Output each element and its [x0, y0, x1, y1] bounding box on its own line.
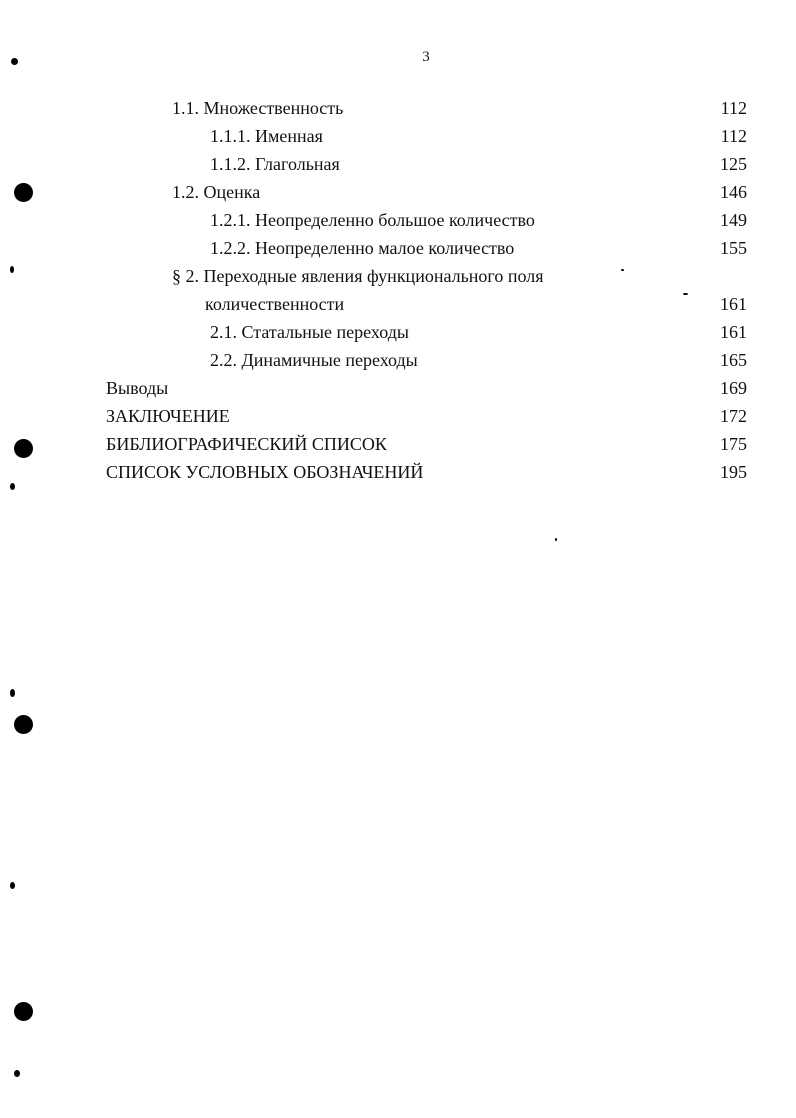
toc-entry	[0, 122, 796, 150]
toc-entry	[0, 402, 796, 430]
toc-entry-title: 1.2.1. Неопределенно большое количество	[210, 210, 535, 230]
binder-hole	[14, 1002, 33, 1021]
toc-entry-title: Выводы	[106, 378, 169, 398]
toc-entry-page: 172	[720, 406, 747, 426]
toc-entry-page: 195	[720, 462, 747, 482]
toc-entry	[0, 150, 796, 178]
toc-entry-title: ЗАКЛЮЧЕНИЕ	[106, 406, 230, 426]
toc-entry-title: 2.2. Динамичные переходы	[210, 350, 418, 370]
binder-hole	[14, 439, 33, 458]
toc-entry-page: 149	[720, 210, 747, 230]
toc-entry-title: 2.1. Статальные переходы	[210, 322, 409, 342]
toc-entry	[0, 430, 796, 458]
toc-entry-title: 1.1.2. Глагольная	[210, 154, 340, 174]
toc-entry	[0, 374, 796, 402]
toc-entry-page: 112	[720, 126, 747, 146]
toc-entry	[0, 458, 796, 486]
scan-speck	[555, 538, 557, 541]
toc-entry	[0, 346, 796, 374]
toc-entry-title: 1.2.2. Неопределенно малое количество	[210, 238, 515, 258]
toc-entry-page: 146	[720, 182, 747, 202]
toc-entry-title: 1.1. Множественность	[172, 98, 344, 118]
toc-entry	[0, 318, 796, 346]
scan-speck	[621, 269, 624, 271]
toc-entry-page: 165	[720, 350, 747, 370]
toc-entry-title: § 2. Переходные явления функционального поля	[172, 266, 544, 286]
scan-speck	[11, 58, 18, 65]
toc-entry-page: 175	[720, 434, 747, 454]
table-of-contents	[0, 94, 796, 486]
page-number: 3	[422, 49, 430, 65]
scan-speck	[10, 882, 15, 889]
binder-hole	[14, 715, 33, 734]
toc-entry-title: 1.1.1. Именная	[210, 126, 323, 146]
toc-entry	[0, 262, 796, 290]
toc-entry-page: 155	[720, 238, 747, 258]
toc-entry-page: 161	[720, 294, 747, 314]
scan-speck	[14, 1070, 20, 1077]
toc-entry-title: БИБЛИОГРАФИЧЕСКИЙ СПИСОК	[106, 434, 387, 454]
toc-entry-page: 125	[720, 154, 747, 174]
toc-entry-page: 161	[720, 322, 747, 342]
toc-entry-page: 169	[720, 378, 747, 398]
toc-entry	[0, 234, 796, 262]
scan-speck	[10, 689, 15, 697]
toc-entry	[0, 206, 796, 234]
toc-entry-title: 1.2. Оценка	[172, 182, 261, 202]
toc-entry	[0, 290, 796, 318]
toc-entry	[0, 94, 796, 122]
toc-entry	[0, 178, 796, 206]
scan-speck	[10, 483, 15, 490]
toc-entry-page: 112	[720, 98, 747, 118]
toc-entry-title: СПИСОК УСЛОВНЫХ ОБОЗНАЧЕНИЙ	[106, 462, 424, 482]
scan-speck	[10, 266, 14, 273]
binder-hole	[14, 183, 33, 202]
toc-entry-title: количественности	[205, 294, 345, 314]
scan-speck	[683, 293, 688, 295]
